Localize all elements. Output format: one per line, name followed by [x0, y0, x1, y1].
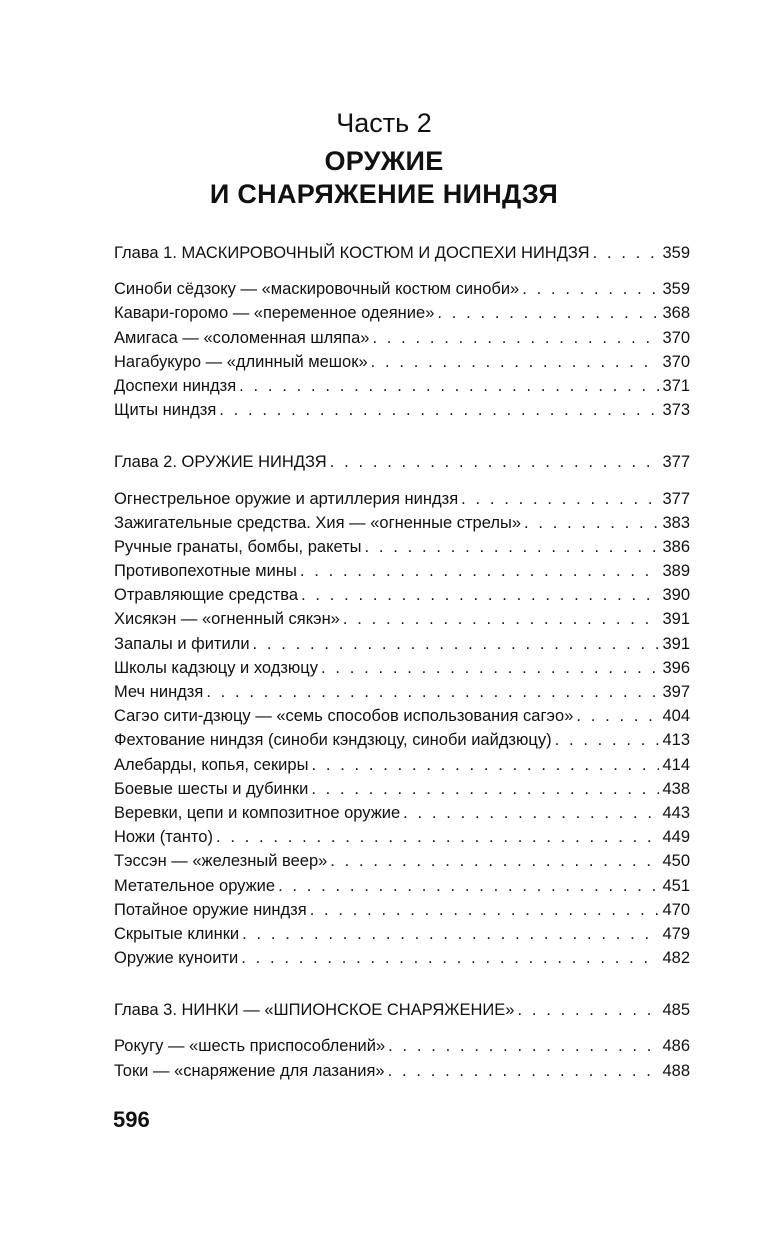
dot-leader: [219, 401, 659, 420]
entry-title: Запалы и фитили: [114, 634, 250, 653]
entry-title: Ножи (танто): [114, 828, 213, 847]
dot-leader: [239, 377, 659, 396]
dot-leader: [343, 610, 660, 629]
dot-leader: [321, 659, 659, 678]
entry-title: Алебарды, копья, секиры: [114, 755, 309, 774]
dot-leader: [388, 1037, 659, 1056]
dot-leader: [524, 514, 659, 533]
part-label: Часть 2: [336, 108, 432, 138]
entry-page: 391: [662, 634, 690, 653]
entry-title: Хисякэн — «огненный сякэн»: [114, 610, 340, 629]
table-of-contents: [114, 244, 690, 1086]
part-title-line-2: И СНАРЯЖЕНИЕ НИНДЗЯ: [209, 179, 559, 209]
chapter-page: 485: [662, 1001, 690, 1020]
entry-page: 389: [662, 562, 690, 581]
entry-page: 486: [662, 1037, 690, 1056]
dot-leader: [311, 756, 659, 775]
entry-title: Оружие куноити: [114, 949, 239, 968]
entry-title: Противопехотные мины: [114, 562, 297, 581]
entry-page: 397: [662, 683, 690, 701]
toc-chapter-2[interactable]: [114, 453, 690, 477]
chapter-title: Глава 1. МАСКИРОВОЧНЫЙ КОСТЮМ И ДОСПЕХИ НИНДЗЯ: [114, 244, 590, 262]
toc-entry[interactable]: [114, 925, 690, 949]
entry-page: 450: [662, 852, 690, 871]
part-title: [0, 145, 768, 211]
toc-entry[interactable]: [114, 659, 690, 683]
entry-page: 470: [662, 900, 690, 919]
dot-leader: [330, 453, 660, 472]
entry-page: 443: [662, 803, 690, 822]
dot-leader: [206, 683, 659, 702]
toc-entry[interactable]: [114, 304, 690, 328]
entry-title: Огнестрельное оружие и артиллерия ниндзя: [114, 489, 459, 508]
entry-title: Амигаса — «соломенная шляпа»: [114, 328, 370, 347]
toc-entry[interactable]: [114, 635, 690, 659]
toc-entry[interactable]: [114, 377, 690, 401]
toc-entry[interactable]: [114, 828, 690, 852]
dot-leader: [522, 280, 659, 299]
toc-entry[interactable]: [114, 877, 690, 901]
dot-leader: [403, 804, 659, 823]
entry-title: Боевые шесты и дубинки: [114, 779, 309, 798]
entry-page: 377: [662, 489, 690, 508]
dot-leader: [365, 538, 660, 557]
toc-entry[interactable]: [114, 490, 690, 514]
entry-title: Веревки, цепи и композитное оружие: [114, 803, 401, 822]
dot-leader: [517, 1001, 659, 1020]
toc-entry[interactable]: [114, 683, 690, 707]
toc-entry[interactable]: [114, 586, 690, 610]
toc-entry[interactable]: [114, 401, 690, 425]
entry-title: Школы кадзюцу и ходзюцу: [114, 658, 318, 677]
toc-entry[interactable]: [114, 1062, 690, 1086]
entry-page: 386: [662, 537, 690, 556]
entry-page: 438: [662, 779, 690, 798]
toc-entry[interactable]: [114, 562, 690, 586]
toc-entry[interactable]: [114, 353, 690, 377]
entry-page: 383: [662, 513, 690, 532]
entry-page: 396: [662, 658, 690, 677]
dot-leader: [372, 329, 659, 348]
entry-page: 414: [662, 755, 690, 774]
toc-entry[interactable]: [114, 780, 690, 804]
entry-title: Меч ниндзя: [114, 683, 204, 701]
entry-page: 359: [662, 280, 690, 299]
chapter-title: Глава 2. ОРУЖИЕ НИНДЗЯ: [114, 453, 327, 472]
entry-page: 390: [662, 586, 690, 605]
entry-title: Нагабукуро — «длинный мешок»: [114, 352, 368, 371]
entry-page: 479: [662, 924, 690, 943]
dot-leader: [241, 949, 659, 968]
dot-leader: [253, 635, 660, 654]
toc-entry[interactable]: [114, 707, 690, 731]
entry-title: Скрытые клинки: [114, 924, 240, 943]
entry-page: 370: [662, 352, 690, 371]
page-number: 596: [113, 1107, 150, 1132]
toc-entry[interactable]: [114, 538, 690, 562]
entry-title: Кавари-горомо — «переменное одеяние»: [114, 304, 435, 323]
entry-title: Зажигательные средства. Хия — «огненные стрелы»: [114, 513, 522, 532]
entry-page: 451: [662, 876, 690, 895]
entry-title: Тэссэн — «железный веер»: [114, 852, 328, 871]
dot-leader: [388, 1062, 660, 1081]
dot-leader: [300, 562, 660, 581]
toc-entry[interactable]: [114, 949, 690, 973]
toc-entry[interactable]: [114, 901, 690, 925]
toc-entry[interactable]: [114, 1037, 690, 1061]
dot-leader: [437, 304, 659, 323]
entry-page: 391: [662, 610, 690, 629]
entry-title: Сагэо сити-дзюцу — «семь способов использования сагэо»: [114, 707, 574, 726]
dot-leader: [555, 731, 660, 750]
entry-title: Щиты ниндзя: [114, 401, 217, 420]
dot-leader: [576, 707, 659, 726]
entry-page: 370: [662, 328, 690, 347]
entry-page: 373: [662, 401, 690, 420]
dot-leader: [301, 586, 659, 605]
entry-page: 371: [662, 376, 690, 395]
entry-title: Отравляющие средства: [114, 586, 299, 605]
entry-title: Рокугу — «шесть приспособлений»: [114, 1037, 386, 1056]
entry-title: Потайное оружие ниндзя: [114, 900, 307, 919]
chapter-title: Глава 3. НИНКИ — «ШПИОНСКОЕ СНАРЯЖЕНИЕ»: [114, 1001, 515, 1020]
toc-chapter-1[interactable]: [114, 244, 690, 268]
toc-entry[interactable]: [114, 852, 690, 876]
toc-entry[interactable]: [114, 756, 690, 780]
dot-leader: [461, 490, 659, 509]
toc-entry[interactable]: [114, 731, 690, 755]
toc-chapter-3[interactable]: [114, 1001, 690, 1025]
entry-title: Синоби сёдзоку — «маскировочный костюм синоби»: [114, 280, 520, 299]
toc-entry[interactable]: [114, 804, 690, 828]
entry-page: 449: [662, 828, 690, 847]
entry-page: 488: [662, 1061, 690, 1080]
entry-page: 404: [662, 707, 690, 726]
dot-leader: [216, 828, 660, 847]
part-title-line-1: ОРУЖИЕ: [324, 146, 444, 176]
entry-title: Фехтование ниндзя (синоби кэндзюцу, синоби иайдзюцу): [114, 731, 552, 750]
dot-leader: [330, 852, 659, 871]
chapter-page: 359: [662, 244, 690, 262]
dot-leader: [311, 780, 659, 799]
toc-entry[interactable]: [114, 610, 690, 634]
entry-title: Токи — «снаряжение для лазания»: [114, 1061, 385, 1080]
chapter-page: 377: [662, 453, 690, 472]
dot-leader: [278, 877, 659, 896]
toc-entry[interactable]: [114, 280, 690, 304]
dot-leader: [593, 244, 660, 263]
entry-title: Метательное оружие: [114, 876, 276, 895]
entry-title: Ручные гранаты, бомбы, ракеты: [114, 537, 362, 556]
entry-page: 482: [662, 949, 690, 968]
toc-entry[interactable]: [114, 514, 690, 538]
entry-page: 413: [662, 731, 690, 750]
toc-entry[interactable]: [114, 329, 690, 353]
dot-leader: [371, 353, 660, 372]
dot-leader: [310, 901, 660, 920]
dot-leader: [242, 925, 659, 944]
entry-title: Доспехи ниндзя: [114, 376, 237, 395]
entry-page: 368: [662, 304, 690, 323]
